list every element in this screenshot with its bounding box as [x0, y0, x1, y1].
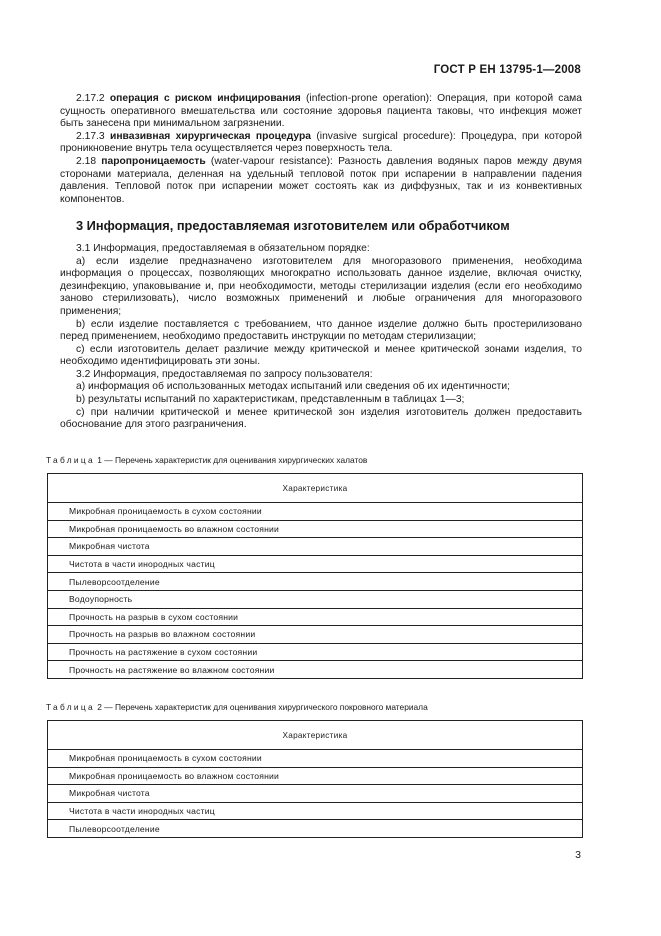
section-paragraph: а) если изделие предназначено изготовителем для многоразового применения, необходима информация о процессах, позволяющих многократно использовать данное изделие, включая очистку, дезинфекцию, упаковывание и, при необходимости, методы стерилизации изделия (если его необходимо заново стерилизовать), число возможных применений и любые ограничения для многоразового применения; [60, 255, 582, 317]
term: операция с риском инфицирования [109, 93, 301, 104]
paragraph-2-17-3: 2.17.3 инвазивная хирургическая процедура (invasive surgical procedure): Процедура, при которой проникновение внутрь тела осуществляется через поверхность тела. [60, 130, 582, 155]
table-1-caption: Таблица 1 — Перечень характеристик для оценивания хирургических халатов [46, 455, 368, 465]
table-row: Прочность на растяжение в сухом состоянии [48, 643, 583, 661]
table-row: Чистота в части инородных частиц [48, 802, 583, 820]
document-code-header: ГОСТ Р ЕН 13795-1—2008 [433, 64, 581, 76]
page-number: 3 [575, 849, 581, 861]
table-row: Прочность на разрыв во влажном состоянии [48, 626, 583, 644]
table-row: Микробная чистота [48, 538, 583, 556]
section-paragraph: а) информация об использованных методах испытаний или сведения об их идентичности; [76, 381, 510, 393]
table-row: Чистота в части инородных частиц [48, 555, 583, 573]
section-paragraph: b) результаты испытаний по характеристикам, представленным в таблицах 1—3; [76, 394, 465, 406]
table-row: Пылеворсоотделение [48, 820, 583, 838]
table-row: Микробная проницаемость во влажном состоянии [48, 767, 583, 785]
table-1 [47, 473, 583, 679]
paragraph-2-17-2: 2.17.2 операция с риском инфицирования (infection-prone operation): Операция, при которой сама сущность оперативного вмешательства или состояние здоровья пациента таковы, что инфекция может быть занесена при минимальном загрязнении. [60, 93, 582, 130]
table-row: Микробная проницаемость в сухом состоянии [48, 503, 583, 521]
table-header-row [48, 721, 583, 750]
column-header: Характеристика [48, 474, 583, 503]
table-row: Микробная проницаемость в сухом состоянии [48, 750, 583, 768]
section-paragraph: b) если изделие поставляется с требованием, что данное изделие должно быть простерилизовано перед применением, необходимо предоставить инструкции по методам стерилизации; [60, 318, 582, 343]
section-paragraph: 3.1 Информация, предоставляемая в обязательном порядке: [76, 242, 370, 254]
table-row: Прочность на растяжение во влажном состоянии [48, 661, 583, 679]
table-row: Пылеворсоотделение [48, 573, 583, 591]
table-row: Микробная чистота [48, 785, 583, 803]
column-header: Характеристика [48, 721, 583, 750]
section-paragraph: c) если изготовитель делает различие между критической и менее критической зонами изделия, то необходимо идентифицировать эти зоны. [60, 343, 582, 368]
table-row: Микробная проницаемость во влажном состоянии [48, 520, 583, 538]
term: инвазивная хирургическая процедура [109, 130, 312, 142]
table-2-caption: Таблица 2 — Перечень характеристик для оценивания хирургического покровного материала [46, 702, 428, 712]
table-header-row [48, 474, 583, 503]
section-paragraph: 3.2 Информация, предоставляемая по запросу пользователя: [76, 368, 373, 380]
table-row: Прочность на разрыв в сухом состоянии [48, 608, 583, 626]
body-text [60, 93, 582, 432]
table-row: Водоупорность [48, 590, 583, 608]
section-paragraph: c) при наличии критической и менее критической зон изделия изготовитель должен предоставить обоснование для этого разграничения. [60, 406, 582, 431]
section-title: 3 Информация, предоставляемая изготовителем или обработчиком [76, 218, 510, 234]
paragraph-2-18: 2.18 паропроницаемость (water-vapour resistance): Разность давления водяных паров между двумя сторонами материала, деленная на удельный тепловой поток при испарении в направлении падения давления. Тепловой поток при испарении может состоять как из диффузных, так и из конвективных компонентов. [60, 155, 582, 205]
term: паропроницаемость [101, 155, 206, 167]
table-2 [47, 720, 583, 838]
